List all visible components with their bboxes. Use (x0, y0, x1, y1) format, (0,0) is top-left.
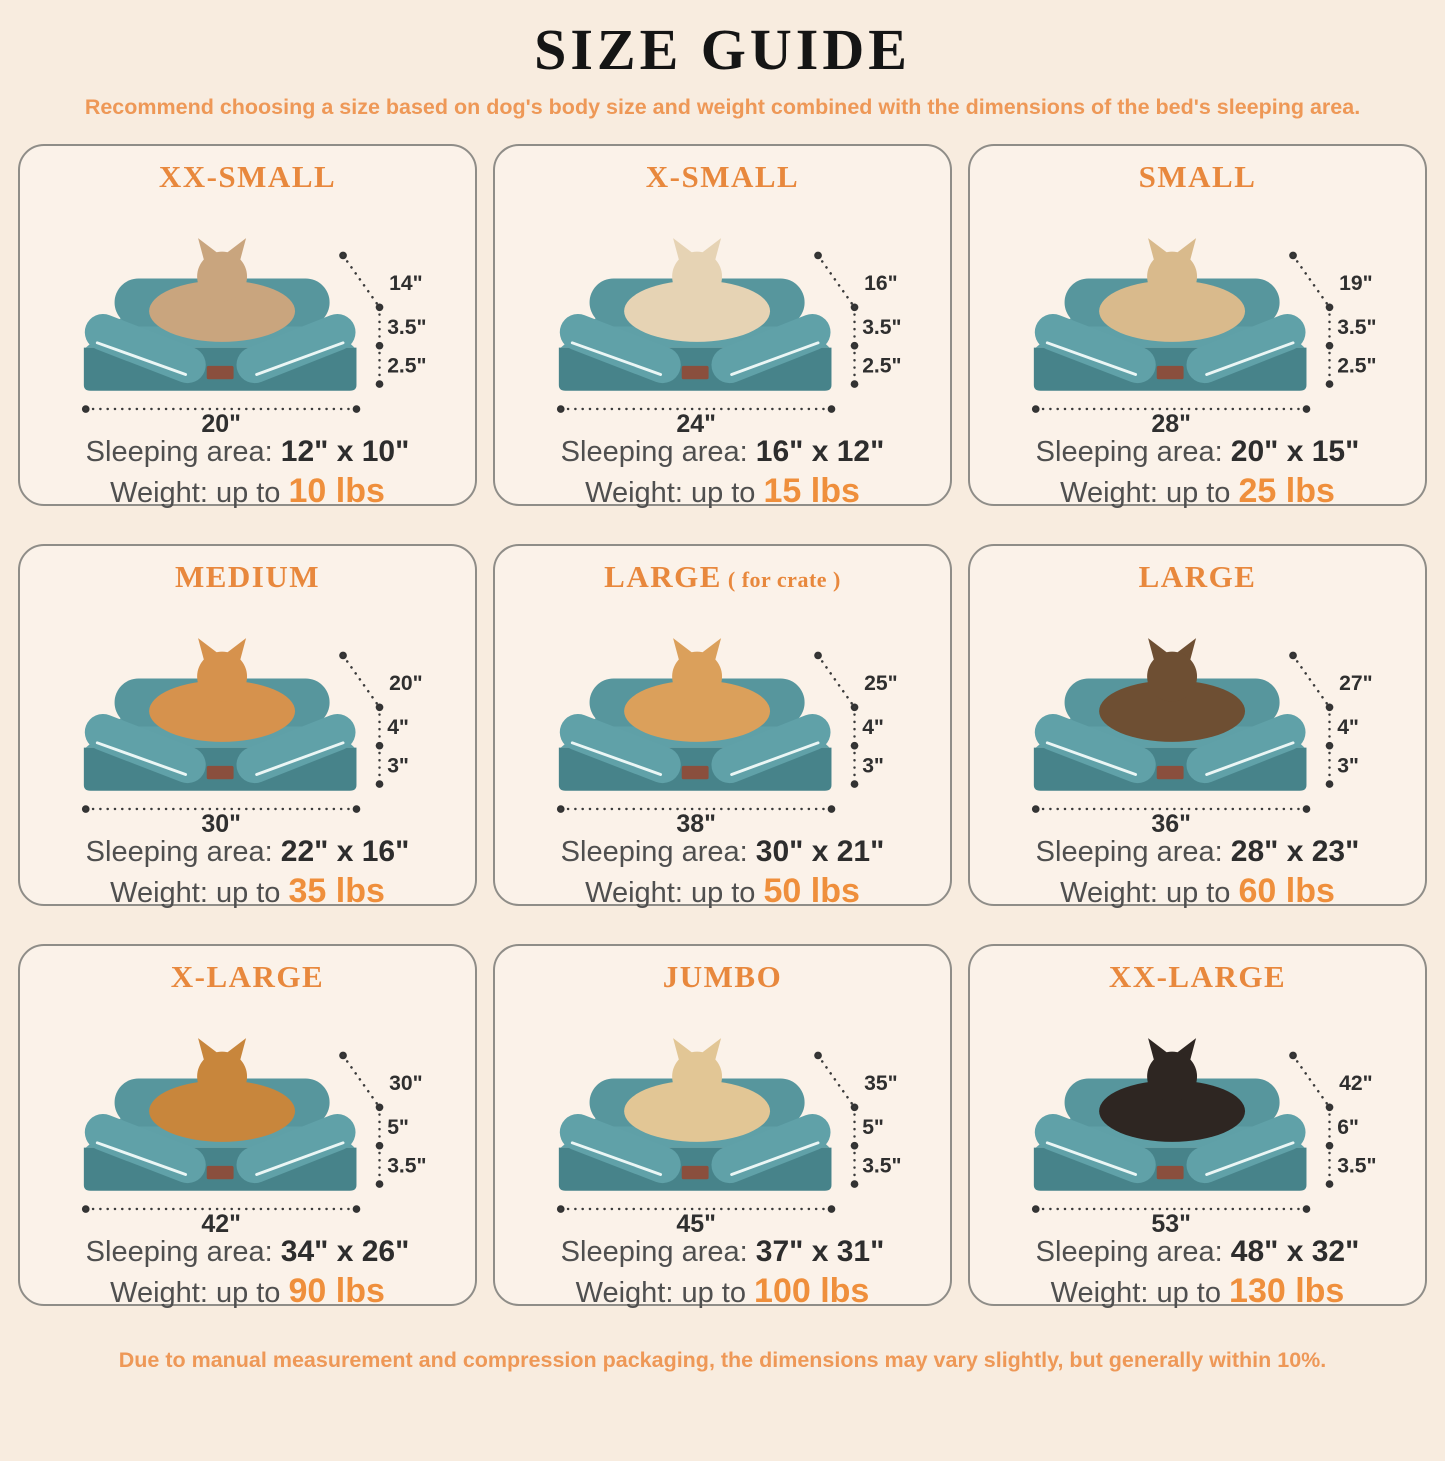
pet-silhouette (149, 238, 295, 342)
dim-dot (827, 805, 835, 813)
dim-base-label: 3" (861, 754, 884, 778)
dim-back-height-label: 42" (1338, 1072, 1373, 1096)
weight-line (495, 871, 950, 912)
bed-illustration (513, 994, 933, 1234)
dim-line-back-height (1293, 1056, 1329, 1108)
weight-line (970, 871, 1425, 912)
size-name: X-LARGE (170, 959, 325, 994)
dim-dot (375, 780, 383, 788)
dim-base-label: 3.5" (861, 1154, 902, 1178)
size-card (493, 544, 952, 910)
sleeping-area-line (495, 434, 950, 471)
pet-silhouette (624, 638, 770, 742)
dim-base-label: 3" (1336, 754, 1359, 778)
pet-head (1147, 652, 1197, 702)
dim-base-label: 2.5" (861, 354, 902, 378)
sleeping-area-line (20, 834, 475, 871)
size-name: XX-SMALL (158, 159, 337, 194)
pet-silhouette (624, 1038, 770, 1142)
sleeping-area-label: Sleeping area: (85, 1236, 273, 1269)
dim-dot (375, 1180, 383, 1188)
dim-line-back-height (818, 656, 854, 708)
dim-line-back-height (818, 1056, 854, 1108)
brand-label-patch (1156, 366, 1183, 379)
size-card-title (970, 960, 1425, 994)
dim-line-back-height (1293, 256, 1329, 308)
weight-label: Weight: up to (585, 476, 756, 509)
weight-label: Weight: up to (1060, 476, 1231, 509)
sleeping-area-value: 48" x 32" (1230, 1235, 1360, 1269)
dim-dot (1302, 405, 1310, 413)
weight-line (495, 471, 950, 512)
bed-illustration (513, 594, 933, 834)
dim-back-height-label: 27" (1338, 672, 1373, 696)
sleeping-area-value: 30" x 21" (755, 835, 885, 869)
dim-line-back-height (343, 656, 379, 708)
size-name: JUMBO (662, 959, 783, 994)
sleeping-area-value: 16" x 12" (755, 435, 885, 469)
dim-line-back-height (343, 256, 379, 308)
dim-back-height-label: 25" (863, 672, 898, 696)
bed-illustration (38, 194, 458, 434)
bed-illustration (988, 594, 1408, 834)
weight-label: Weight: up to (1060, 876, 1231, 909)
size-card (493, 944, 952, 1310)
dim-back-height-label: 14" (388, 272, 423, 296)
size-card (968, 144, 1427, 510)
dim-bolster-label: 6" (1336, 1116, 1359, 1140)
dim-dot (1325, 380, 1333, 388)
sleeping-area-value: 20" x 15" (1230, 435, 1360, 469)
sleeping-area-line (495, 834, 950, 871)
dim-dot (1302, 805, 1310, 813)
sleeping-area-value: 34" x 26" (280, 1235, 410, 1269)
dim-dot (352, 1205, 360, 1213)
dim-dot (850, 380, 858, 388)
dim-width-label: 20" (200, 410, 241, 435)
dim-dot (850, 780, 858, 788)
dim-dot (827, 405, 835, 413)
brand-label-patch (681, 766, 708, 779)
dim-bolster-label: 4" (861, 716, 884, 740)
sleeping-area-value: 22" x 16" (280, 835, 410, 869)
sleeping-area-label: Sleeping area: (85, 436, 273, 469)
weight-line (970, 471, 1425, 512)
weight-value: 10 lbs (288, 471, 385, 510)
bed-illustration (988, 194, 1408, 434)
size-card (968, 944, 1427, 1310)
pet-head (1147, 252, 1197, 302)
dim-dot (1325, 780, 1333, 788)
bed-illustration (38, 994, 458, 1234)
weight-label: Weight: up to (585, 876, 756, 909)
sleeping-area-line (495, 1234, 950, 1271)
dim-dot (352, 805, 360, 813)
size-card (18, 544, 477, 910)
weight-line (20, 1271, 475, 1312)
dim-back-height-label: 30" (388, 1072, 423, 1096)
pet-head (197, 652, 247, 702)
sleeping-area-line (20, 1234, 475, 1271)
bed-illustration (513, 194, 933, 434)
size-card-title (495, 960, 950, 994)
dim-base-label: 2.5" (386, 354, 427, 378)
dim-bolster-label: 5" (861, 1116, 884, 1140)
weight-label: Weight: up to (575, 1276, 746, 1309)
dim-width-label: 53" (1150, 1210, 1191, 1235)
sleeping-area-label: Sleeping area: (560, 436, 748, 469)
size-card-title (970, 560, 1425, 594)
weight-line (495, 1271, 950, 1312)
dim-bolster-label: 3.5" (1336, 316, 1377, 340)
dim-line-back-height (1293, 656, 1329, 708)
size-card-title (970, 160, 1425, 194)
weight-value: 90 lbs (288, 1271, 385, 1310)
sleeping-area-value: 12" x 10" (280, 435, 410, 469)
sleeping-area-label: Sleeping area: (560, 1236, 748, 1269)
dim-base-label: 3" (386, 754, 409, 778)
brand-label-patch (681, 366, 708, 379)
weight-value: 100 lbs (754, 1271, 870, 1310)
pet-head (672, 1052, 722, 1102)
page-footer-note: Due to manual measurement and compression packaging, the dimensions may vary slightly, but generally within 10%. (118, 1348, 1327, 1372)
dim-back-height-label: 19" (1338, 272, 1373, 296)
sleeping-area-value: 37" x 31" (755, 1235, 885, 1269)
dim-dot (827, 1205, 835, 1213)
brand-label-patch (1156, 766, 1183, 779)
pet-silhouette (149, 1038, 295, 1142)
sleeping-area-label: Sleeping area: (1035, 436, 1223, 469)
bed-illustration (988, 994, 1408, 1234)
weight-value: 50 lbs (763, 871, 860, 910)
page-title: SIZE GUIDE (534, 17, 911, 82)
weight-value: 60 lbs (1238, 871, 1335, 910)
dim-bolster-label: 3.5" (386, 316, 427, 340)
weight-line (970, 1271, 1425, 1312)
sleeping-area-line (970, 834, 1425, 871)
dim-dot (1325, 1180, 1333, 1188)
sleeping-area-line (970, 434, 1425, 471)
dim-bolster-label: 4" (386, 716, 409, 740)
pet-silhouette (1099, 1038, 1245, 1142)
size-name: X-SMALL (645, 159, 800, 194)
dim-width-label: 38" (675, 810, 716, 835)
dim-dot (1302, 1205, 1310, 1213)
sleeping-area-line (970, 1234, 1425, 1271)
sleeping-area-label: Sleeping area: (1035, 1236, 1223, 1269)
dim-back-height-label: 20" (388, 672, 423, 696)
dim-bolster-label: 5" (386, 1116, 409, 1140)
size-name: SMALL (1138, 159, 1257, 194)
sleeping-area-label: Sleeping area: (560, 836, 748, 869)
weight-value: 25 lbs (1238, 471, 1335, 510)
weight-label: Weight: up to (110, 476, 281, 509)
size-name: MEDIUM (174, 559, 321, 594)
pet-head (672, 652, 722, 702)
brand-label-patch (206, 1166, 233, 1179)
dim-line-back-height (818, 256, 854, 308)
dim-width-label: 28" (1150, 410, 1191, 435)
page-subtitle: Recommend choosing a size based on dog's body size and weight combined with the dimensions of the bed's sleeping area. (84, 95, 1361, 119)
pet-head (672, 252, 722, 302)
size-card-title (495, 160, 950, 194)
size-name-suffix: ( for crate ) (721, 567, 841, 592)
dim-width-label: 24" (675, 410, 716, 435)
weight-label: Weight: up to (110, 876, 281, 909)
size-name: LARGE (1138, 559, 1257, 594)
dim-bolster-label: 3.5" (861, 316, 902, 340)
dim-bolster-label: 4" (1336, 716, 1359, 740)
weight-value: 35 lbs (288, 871, 385, 910)
size-card-title (495, 560, 950, 594)
pet-head (1147, 1052, 1197, 1102)
sleeping-area-value: 28" x 23" (1230, 835, 1360, 869)
size-card-title (20, 560, 475, 594)
dim-width-label: 42" (200, 1210, 241, 1235)
weight-line (20, 471, 475, 512)
dim-base-label: 3.5" (386, 1154, 427, 1178)
dim-width-label: 30" (200, 810, 241, 835)
pet-silhouette (624, 238, 770, 342)
bed-illustration (38, 594, 458, 834)
dim-width-label: 36" (1150, 810, 1191, 835)
sleeping-area-label: Sleeping area: (85, 836, 273, 869)
dim-dot (375, 380, 383, 388)
size-card (18, 144, 477, 510)
pet-silhouette (1099, 638, 1245, 742)
size-card-title (20, 160, 475, 194)
dim-back-height-label: 16" (863, 272, 898, 296)
size-card (18, 944, 477, 1310)
pet-silhouette (1099, 238, 1245, 342)
dim-dot (850, 1180, 858, 1188)
dim-base-label: 2.5" (1336, 354, 1377, 378)
dim-line-back-height (343, 1056, 379, 1108)
brand-label-patch (681, 1166, 708, 1179)
brand-label-patch (206, 766, 233, 779)
dim-width-label: 45" (675, 1210, 716, 1235)
sleeping-area-line (20, 434, 475, 471)
size-card-title (20, 960, 475, 994)
pet-silhouette (149, 638, 295, 742)
size-card (493, 144, 952, 510)
weight-label: Weight: up to (110, 1276, 281, 1309)
weight-line (20, 871, 475, 912)
weight-value: 15 lbs (763, 471, 860, 510)
dim-base-label: 3.5" (1336, 1154, 1377, 1178)
size-name: LARGE (604, 559, 722, 594)
brand-label-patch (206, 366, 233, 379)
weight-label: Weight: up to (1050, 1276, 1221, 1309)
sleeping-area-label: Sleeping area: (1035, 836, 1223, 869)
pet-head (197, 252, 247, 302)
weight-value: 130 lbs (1229, 1271, 1345, 1310)
size-card (968, 544, 1427, 910)
dim-dot (352, 405, 360, 413)
brand-label-patch (1156, 1166, 1183, 1179)
size-grid (0, 144, 1445, 1310)
pet-head (197, 1052, 247, 1102)
dim-back-height-label: 35" (863, 1072, 898, 1096)
size-name: XX-LARGE (1108, 959, 1287, 994)
